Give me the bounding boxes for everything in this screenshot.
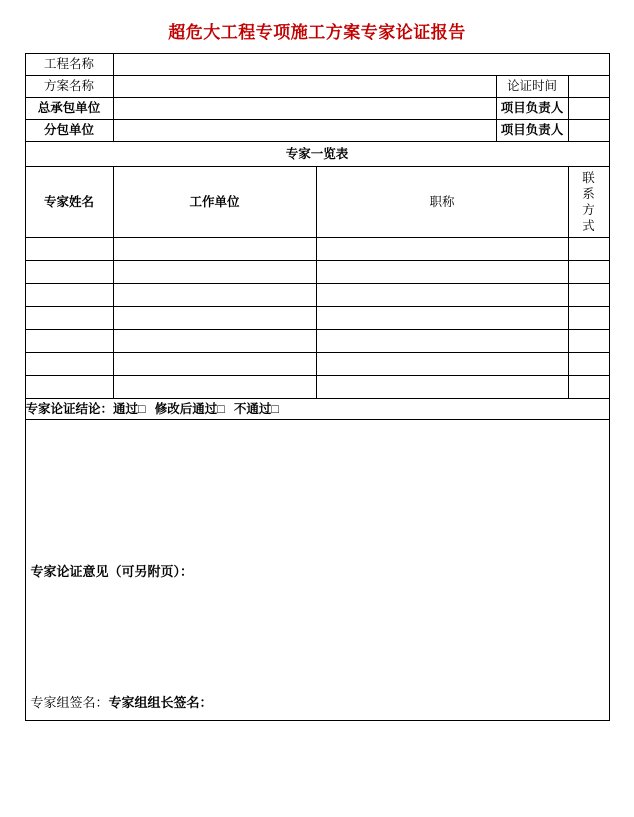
table-row [25,76,609,98]
column-header-name: 专家姓名 [25,167,113,238]
table-row [25,307,609,330]
conclusion-label: 专家论证结论： [25,401,114,416]
expert-title-cell[interactable] [316,238,568,261]
table-row [25,330,609,353]
expert-title-cell[interactable] [316,330,568,353]
demo-time-value[interactable] [568,76,609,98]
expert-name-cell[interactable] [25,238,113,261]
plan-name-value[interactable] [113,76,496,98]
expert-workunit-cell[interactable] [113,238,316,261]
expert-workunit-cell[interactable] [113,376,316,399]
expert-name-cell[interactable] [25,307,113,330]
contact-char-2: 系 [582,186,595,201]
demo-time-label: 论证时间 [496,76,568,98]
general-contractor-person-label: 项目负责人 [496,98,568,120]
expert-workunit-cell[interactable] [113,353,316,376]
table-row [25,54,609,76]
table-row [25,238,609,261]
expert-group-leader-signature-label: 专家组组长签名： [108,695,213,711]
expert-contact-cell[interactable] [568,238,609,261]
project-name-value[interactable] [113,54,609,76]
opinion-row [25,420,609,721]
subcontractor-label: 分包单位 [25,120,113,142]
conclusion-option-fail[interactable]: 不通过□ [233,401,279,416]
column-header-workunit: 工作单位 [113,167,316,238]
expert-workunit-cell[interactable] [113,284,316,307]
expert-title-cell[interactable] [316,307,568,330]
expert-name-cell[interactable] [25,330,113,353]
subcontractor-person-label: 项目负责人 [496,120,568,142]
expert-name-cell[interactable] [25,261,113,284]
expert-name-cell[interactable] [25,284,113,307]
contact-char-4: 式 [582,219,595,234]
expert-contact-cell[interactable] [568,376,609,399]
expert-section-title: 专家一览表 [25,142,609,167]
table-row [25,98,609,120]
conclusion-option-pass-after-revision[interactable]: 修改后通过□ [154,401,225,416]
table-row [25,261,609,284]
table-row [25,376,609,399]
expert-contact-cell[interactable] [568,330,609,353]
expert-name-cell[interactable] [25,353,113,376]
table-row [25,120,609,142]
opinion-label: 专家论证意见（可另附页）： [30,564,194,580]
subcontractor-value[interactable] [113,120,496,142]
opinion-cell[interactable] [25,420,609,721]
general-contractor-value[interactable] [113,98,496,120]
expert-workunit-cell[interactable] [113,261,316,284]
column-header-title: 职称 [316,167,568,238]
general-contractor-person-value[interactable] [568,98,609,120]
expert-title-cell[interactable] [316,376,568,399]
expert-title-cell[interactable] [316,353,568,376]
report-table [25,53,610,721]
conclusion-option-pass[interactable]: 通过□ [113,401,146,416]
expert-title-cell[interactable] [316,284,568,307]
expert-group-signature-label: 专家组签名： [30,695,109,711]
expert-contact-cell[interactable] [568,307,609,330]
column-header-contact [568,167,609,238]
expert-workunit-cell[interactable] [113,330,316,353]
expert-table-header [25,167,609,238]
expert-section-title-row [25,142,609,167]
expert-contact-cell[interactable] [568,353,609,376]
table-row [25,284,609,307]
expert-contact-cell[interactable] [568,261,609,284]
contact-char-1: 联 [582,170,595,185]
expert-title-cell[interactable] [316,261,568,284]
general-contractor-label: 总承包单位 [25,98,113,120]
expert-name-cell[interactable] [25,376,113,399]
expert-workunit-cell[interactable] [113,307,316,330]
plan-name-label: 方案名称 [25,76,113,98]
expert-contact-cell[interactable] [568,284,609,307]
project-name-label: 工程名称 [25,54,113,76]
conclusion-cell [25,399,609,420]
signature-line [31,695,213,712]
subcontractor-person-value[interactable] [568,120,609,142]
page-title: 超危大工程专项施工方案专家论证报告 [168,23,466,42]
table-row [25,353,609,376]
contact-char-3: 方 [582,203,595,217]
conclusion-row [25,399,609,420]
